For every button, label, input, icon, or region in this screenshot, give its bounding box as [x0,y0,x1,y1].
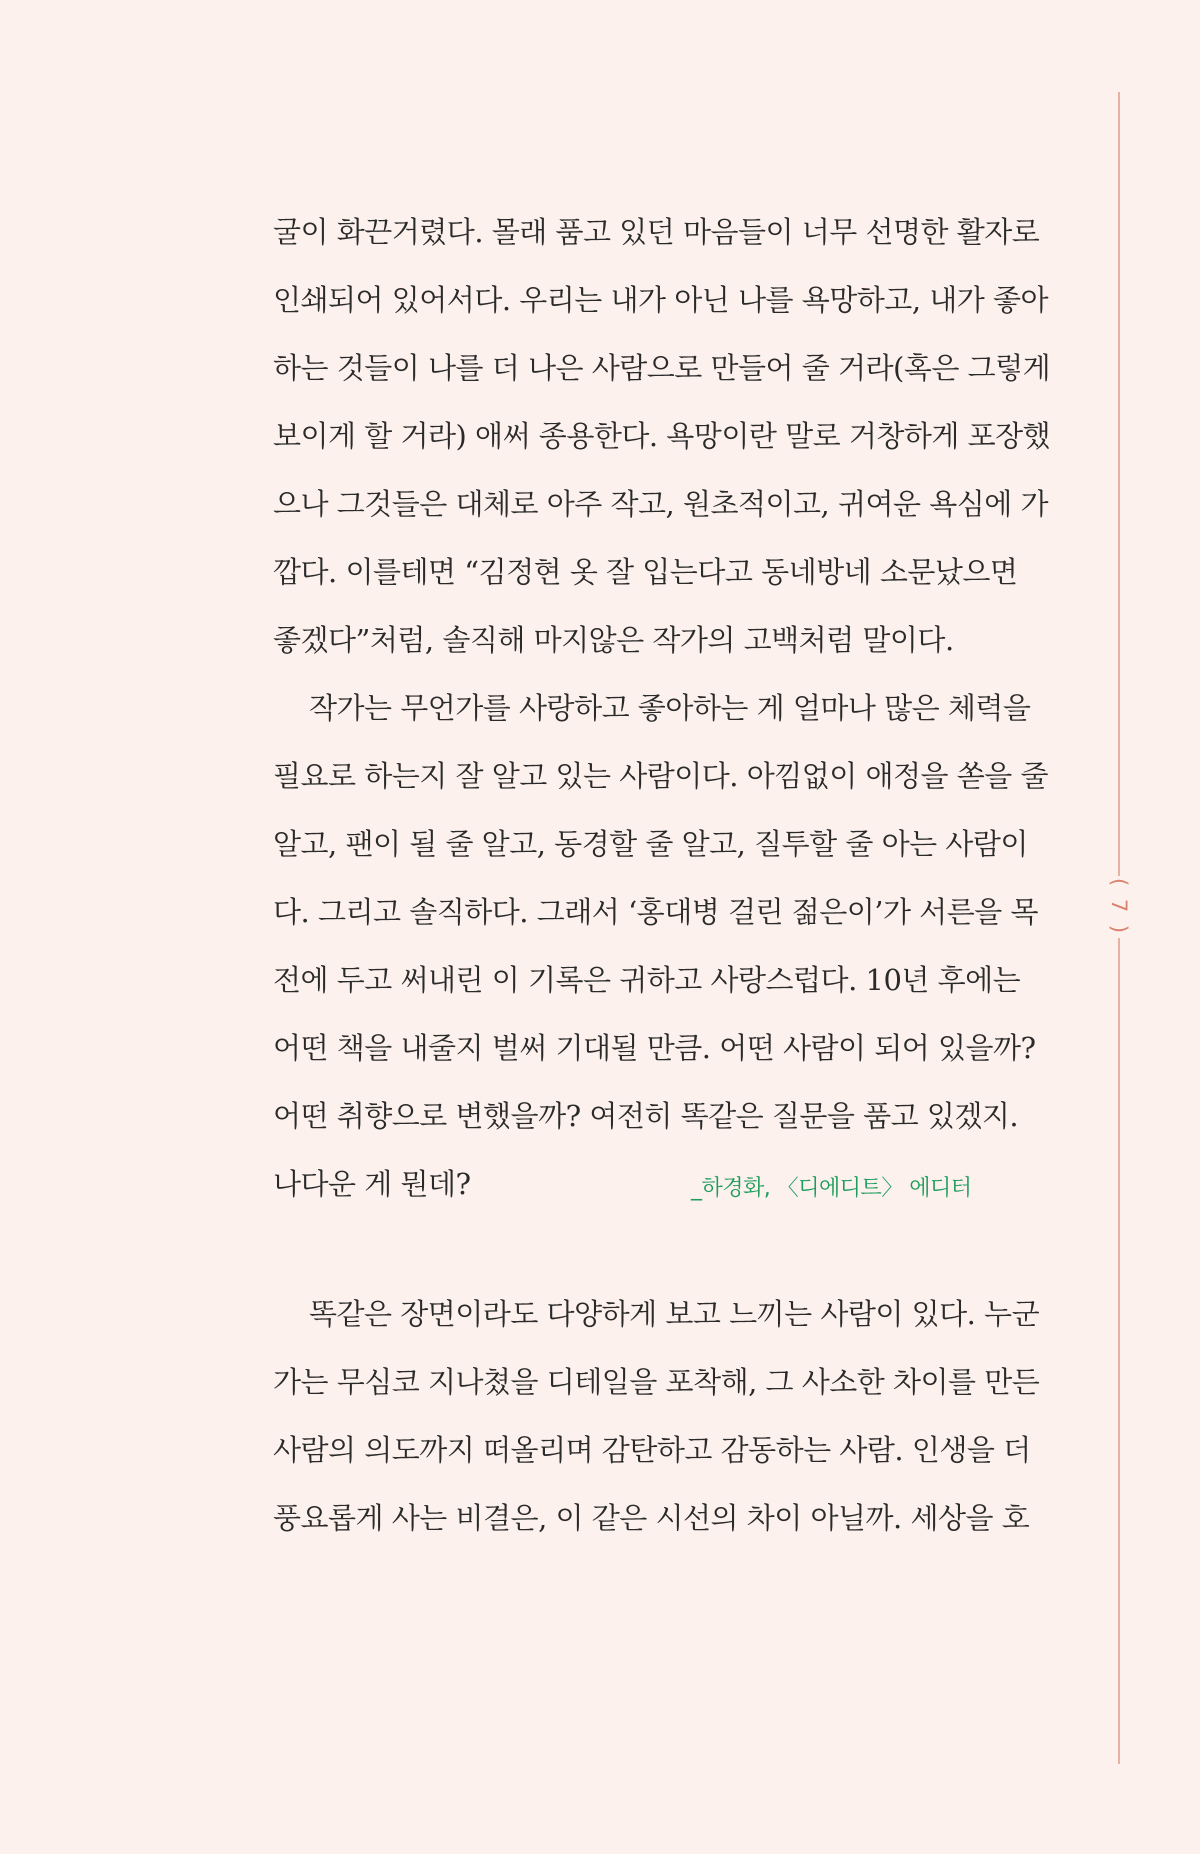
text-line: 어떤 취향으로 변했을까? 여전히 똑같은 질문을 품고 있겠지. [273,1099,1019,1133]
text-line: 좋겠다”처럼, 솔직해 마지않은 작가의 고백처럼 말이다. [273,623,954,657]
text-line: 보이게 할 거라) 애써 종용한다. 욕망이란 말로 거창하게 포장했 [273,419,1051,453]
text-line: 나다운 게 뭔데? [273,1167,471,1201]
text-line: 전에 두고 써내린 이 기록은 귀하고 사랑스럽다. 10년 후에는 [273,963,1021,997]
text-line-with-credit [273,1160,1028,1228]
page-number-marker [1103,876,1135,938]
page-number: ( 7 ) [1107,877,1132,937]
text-line: 알고, 팬이 될 줄 알고, 동경할 줄 알고, 질투할 줄 아는 사람이 [273,827,1028,861]
text-line: 굴이 화끈거렸다. 몰래 품고 있던 마음들이 너무 선명한 활자로 [273,215,1040,249]
text-line: 풍요롭게 사는 비결은, 이 같은 시선의 차이 아닐까. 세상을 호 [273,1501,1030,1535]
main-text-lower [273,1290,1040,1562]
text-line: 어떤 책을 내줄지 벌써 기대될 만큼. 어떤 사람이 되어 있을까? [273,1031,1036,1065]
text-line: 인쇄되어 있어서다. 우리는 내가 아닌 나를 욕망하고, 내가 좋아 [273,283,1049,317]
text-line: 똑같은 장면이라도 다양하게 보고 느끼는 사람이 있다. 누군 [309,1297,1040,1331]
review-credit: _하경화, 〈디에디트〉 에디터 [691,1176,972,1201]
text-line: 필요로 하는지 잘 알고 있는 사람이다. 아낌없이 애정을 쏟을 줄 [273,759,1049,793]
main-text-upper [273,208,1051,1228]
text-line: 으나 그것들은 대체로 아주 작고, 원초적이고, 귀여운 욕심에 가 [273,487,1049,521]
text-line: 다. 그리고 솔직하다. 그래서 ‘홍대병 걸린 젊은이’가 서른을 목 [273,895,1038,929]
text-line: 작가는 무언가를 사랑하고 좋아하는 게 얼마나 많은 체력을 [309,691,1031,725]
text-line: 사람의 의도까지 떠올리며 감탄하고 감동하는 사람. 인생을 더 [273,1433,1031,1467]
text-line: 깝다. 이를테면 “김정현 옷 잘 입는다고 동네방네 소문났으면 [273,555,1018,589]
text-line: 가는 무심코 지나쳤을 디테일을 포착해, 그 사소한 차이를 만든 [273,1365,1040,1399]
text-line: 하는 것들이 나를 더 나은 사람으로 만들어 줄 거라(혹은 그렇게 [273,351,1051,385]
